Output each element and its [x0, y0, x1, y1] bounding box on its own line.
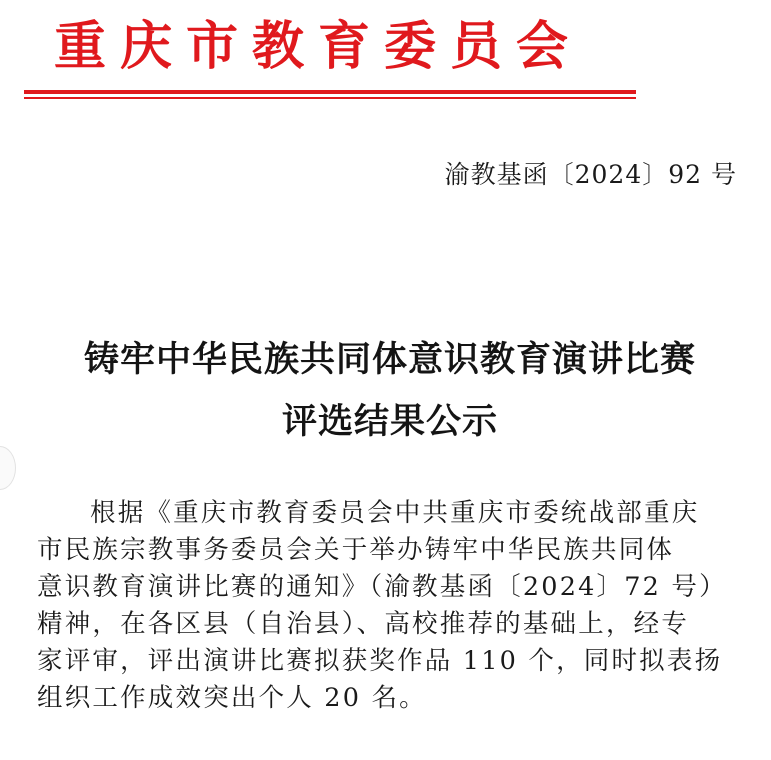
document-title-line-2: 评选结果公示 — [281, 401, 498, 442]
document-number: 渝教基函〔2024〕92 号 — [444, 160, 737, 189]
body-paragraph-line: 根据《重庆市教育委员会中共重庆市委统战部重庆 — [90, 498, 700, 528]
body-paragraph-line: 组织工作成效突出个人 20 名。 — [37, 683, 427, 713]
document-title-line-1: 铸牢中华民族共同体意识教育演讲比赛 — [83, 339, 696, 380]
page-edge-mark — [0, 446, 16, 490]
body-paragraph-line: 家评审，评出演讲比赛拟获奖作品 110 个，同时拟表扬 — [37, 646, 723, 676]
red-rule-thin — [24, 97, 636, 99]
letterhead — [24, 2, 636, 98]
org-name-heading: 重庆市教育委员会 — [54, 17, 583, 77]
body-paragraph-line: 市民族宗教事务委员会关于举办铸牢中华民族共同体 — [37, 535, 675, 565]
red-rule-thick — [24, 90, 636, 94]
body-paragraph-line: 意识教育演讲比赛的通知》（渝教基函〔2024〕72 号） — [37, 572, 727, 602]
body-paragraph-line: 精神，在各区县（自治县）、高校推荐的基础上，经专 — [37, 609, 690, 639]
